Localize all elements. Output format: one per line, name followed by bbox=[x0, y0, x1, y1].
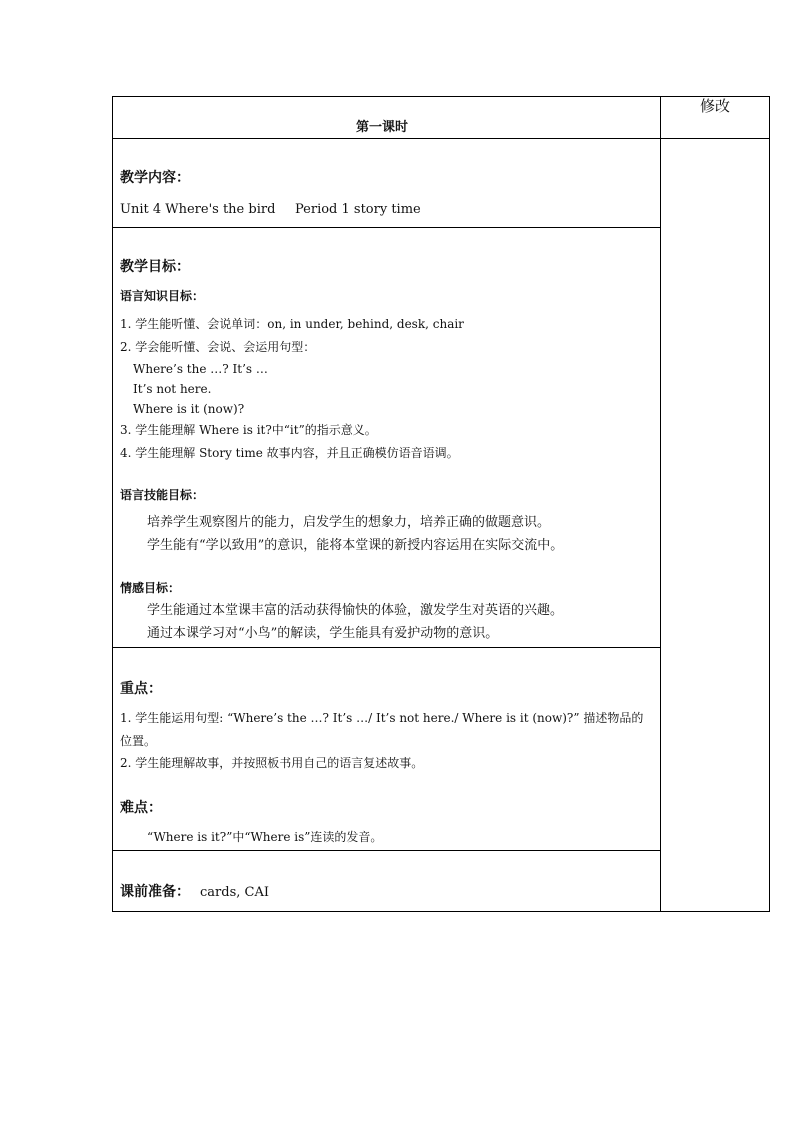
teaching-content-heading: 教学内容： bbox=[120, 170, 190, 186]
table-column-divider bbox=[660, 96, 661, 912]
knowledge-item: 3. 学生能理解 Where is it?中“it”的指示意义。 bbox=[120, 423, 377, 437]
row-divider-header bbox=[112, 138, 770, 139]
knowledge-item: 1. 学生能听懂、会说单词：on, in under, behind, desk, chair bbox=[120, 317, 464, 331]
knowledge-item: Where’s the …? It’s … bbox=[133, 362, 268, 376]
skills-item: 学生能有“学以致用”的意识，能将本堂课的新授内容运用在实际交流中。 bbox=[147, 538, 564, 553]
key-point-item: 2. 学生能理解故事，并按照板书用自己的语言复述故事。 bbox=[120, 756, 424, 770]
knowledge-item: It’s not here. bbox=[133, 382, 212, 396]
knowledge-item: 4. 学生能理解 Story time 故事内容，并且正确模仿语音语调。 bbox=[120, 446, 459, 460]
row-divider-content bbox=[112, 227, 660, 228]
unit-title: Unit 4 Where's the bird bbox=[120, 202, 276, 217]
skills-item: 培养学生观察图片的能力，启发学生的想象力，培养正确的做题意识。 bbox=[147, 515, 551, 530]
skills-heading: 语言技能目标： bbox=[120, 488, 205, 502]
emotion-heading: 情感目标： bbox=[120, 581, 181, 595]
difficult-points-heading: 难点： bbox=[120, 800, 162, 816]
preparation-heading: 课前准备： bbox=[120, 884, 190, 900]
emotion-item: 通过本课学习对“小鸟”的解读，学生能具有爱护动物的意识。 bbox=[147, 626, 499, 641]
emotion-item: 学生能通过本堂课丰富的活动获得愉快的体验，激发学生对英语的兴趣。 bbox=[147, 603, 564, 618]
knowledge-item: Where is it (now)? bbox=[133, 402, 245, 416]
period-title: Period 1 story time bbox=[295, 202, 421, 217]
key-points-heading: 重点： bbox=[120, 681, 162, 697]
row-divider-keypoints bbox=[112, 850, 660, 851]
table-right-border bbox=[769, 96, 770, 912]
table-left-border bbox=[112, 96, 113, 912]
row-divider-objectives bbox=[112, 647, 660, 648]
preparation-value: cards, CAI bbox=[200, 885, 269, 900]
knowledge-item: 2. 学会能听懂、会说、会运用句型： bbox=[120, 340, 316, 354]
key-point-item: 1. 学生能运用句型: “Where’s the …? It’s …/ It’s not here./ Where is it (now)?” 描述物品的 bbox=[120, 711, 644, 725]
revise-column-label: 修改 bbox=[700, 97, 731, 115]
table-top-border bbox=[112, 96, 770, 97]
table-bottom-border bbox=[112, 911, 770, 912]
knowledge-heading: 语言知识目标： bbox=[120, 289, 205, 303]
objectives-heading: 教学目标： bbox=[120, 259, 190, 275]
lesson-title: 第一课时 bbox=[356, 120, 409, 135]
difficult-point-item: “Where is it?”中“Where is”连读的发音。 bbox=[147, 830, 383, 844]
key-point-item: 位置。 bbox=[120, 734, 157, 748]
